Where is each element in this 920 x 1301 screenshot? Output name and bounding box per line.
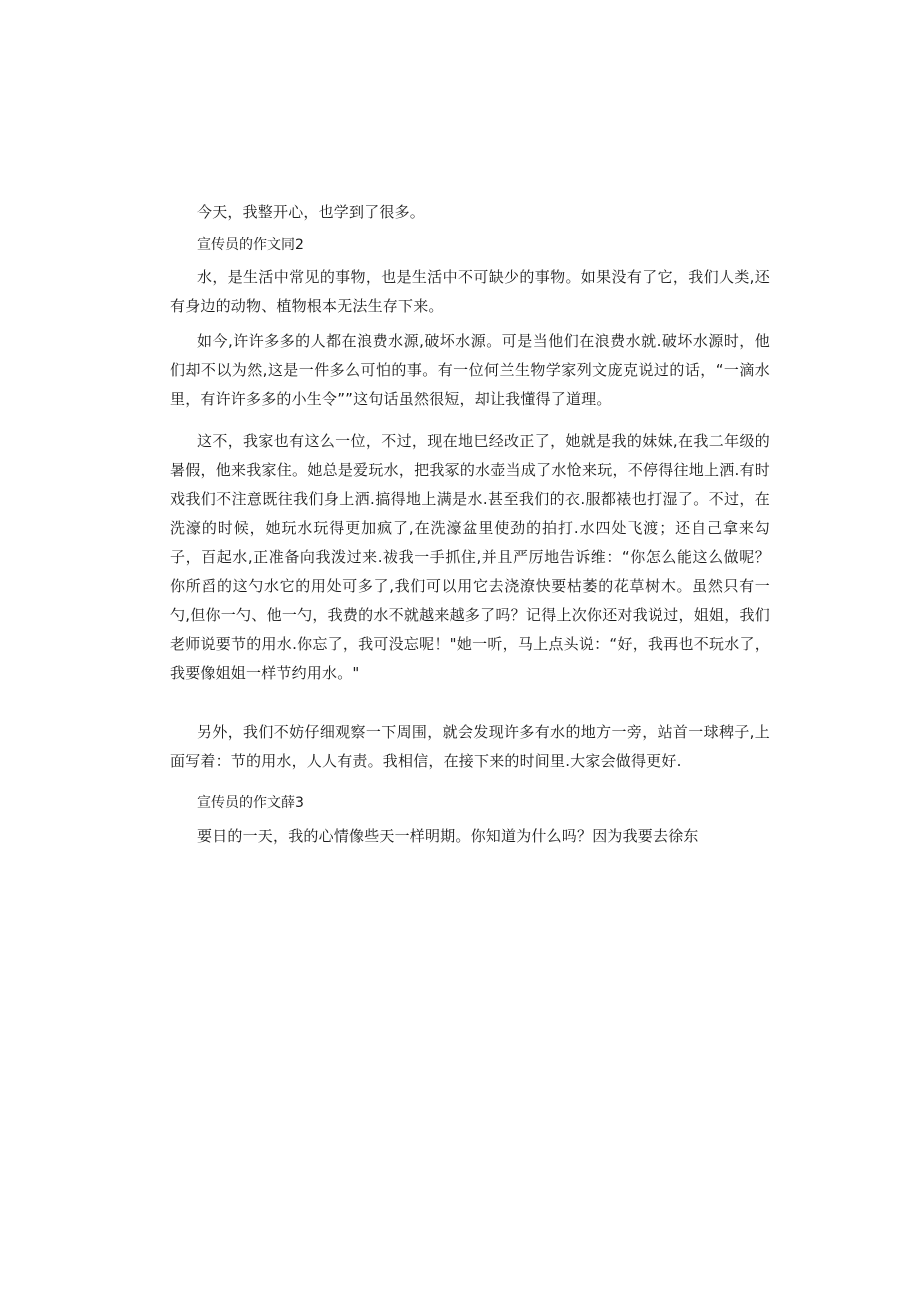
paragraph-water-intro: 水，是生活中常见的事物，也是生活中不可缺少的事物。如果没有了它，我们人类,还有身边的动物、植物根本无法生存下来。 (170, 268, 770, 315)
paragraph-wasting-water: 如今,许许多多的人都在浪费水源,破坏水源。可是当他们在浪费水就.破坏水源时，他们却不以为然,这是一件多么可怕的事。有一位何兰生物学家列文庞克说过的话，“一滴水里，有许许多多的小生令””这句话虽然很短，却让我懂得了道理。 (170, 332, 770, 408)
section-heading-3: 宣传员的作文薛3 (197, 795, 304, 811)
paragraph-sister-story: 这不，我家也有这么一位，不过，现在地巳经改正了，她就是我的妹妹,在我二年级的暑假，他来我家住。她总是爱玩水，把我冢的水壶当成了水怆来玩，不停得往地上洒.有时戏我们不注意既往我们身上洒.搞得地上满是水.甚至我们的衣.服都裱也打湿了。不过，在洗濠的时候，她玩水玩得更加疯了,在洗濠盆里使劲的拍打.水四处飞渡；还自己拿来勾子，百起水,正准备向我泼过来.祓我一手抓住,并且严厉地告诉维：“你怎么能这么做呢？你所舀的这勺水它的用处可多了,我们可以用它去浇潦快要枯萎的花草树木。虽然只有一勺,但你一勺、他一勺，我费的水不就越来越多了吗？记得上次你还对我说过，姐姐，我们老师说要节的用水.你忘了，我可没忘呢！"她一听，马上点头说：“好，我再也不玩水了，我要像姐姐一样节约用水。" (170, 432, 770, 682)
intro-line: 今天，我整开心，也学到了很多。 (197, 203, 426, 221)
section-heading-2: 宣传员的作文同2 (197, 237, 304, 253)
paragraph-composition-3-start: 要日的一天，我的心情像些天一样明期。你知道为什么吗？因为我要去徐东 (197, 827, 699, 845)
paragraph-observe-surroundings: 另外，我们不妨仔细观察一下周围，就会发现许多有水的地方一旁，站首一球稗子,上面写着：节的用水，人人有责。我相信，在接下来的时间里.大家会做得更好. (170, 723, 770, 770)
